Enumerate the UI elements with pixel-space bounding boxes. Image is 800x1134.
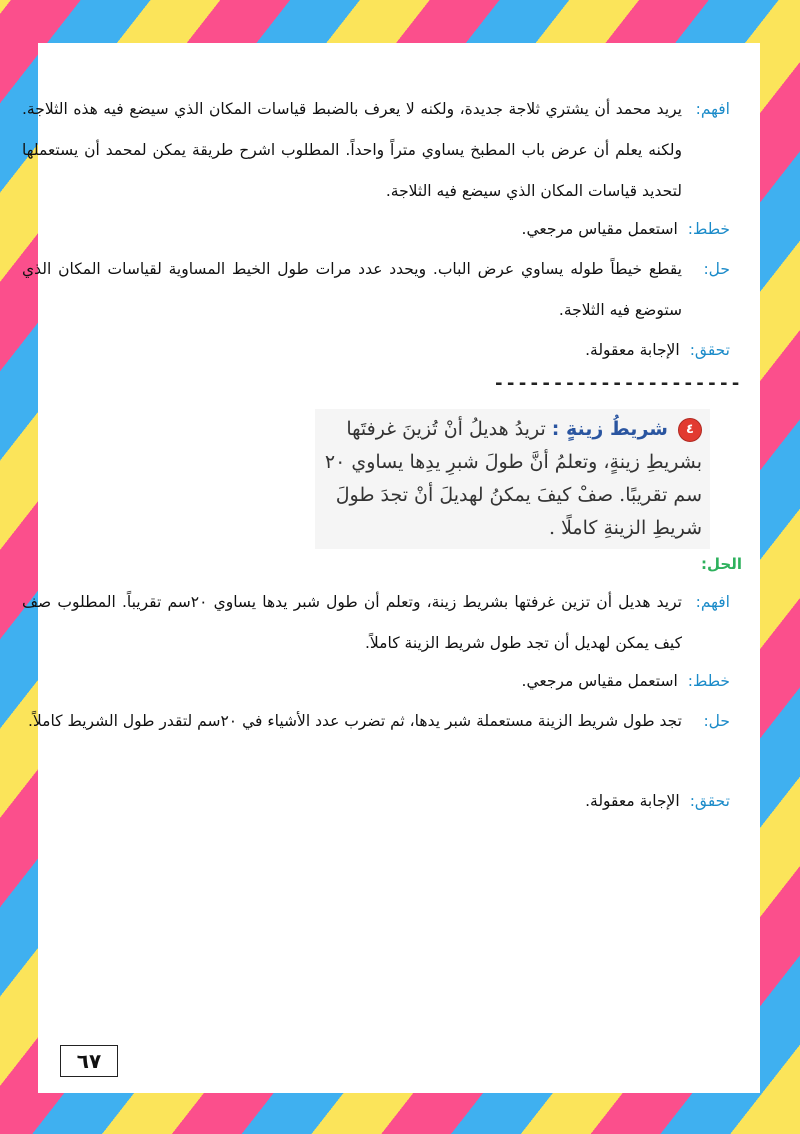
ex1-solve [22,249,730,331]
solve-label: حل: [703,260,730,278]
understand-label: افهم: [695,100,730,118]
plan-label: خطط: [687,220,730,238]
page [22,43,760,1093]
ex2-check [70,781,730,822]
solution-label: الحل: [701,555,742,573]
solve-text: تجد طول شريط الزينة مستعملة شبر يدها، ثم تضرب عدد الأشياء في ٢٠سم لتقدر طول الشريط كاملاً. [27,712,682,730]
divider: --------------------- [493,373,742,394]
problem-number-badge: ٤ [678,418,702,442]
check-text: الإجابة معقولة. [585,792,680,810]
ex1-understand [22,89,730,212]
solve-label: حل: [703,712,730,730]
check-text: الإجابة معقولة. [585,341,680,359]
problem-title: شريطُ زينةٍ : [551,418,668,440]
plan-text: استعمل مقياس مرجعي. [521,220,678,238]
plan-text: استعمل مقياس مرجعي. [521,672,678,690]
understand-label: افهم: [695,593,730,611]
problem-box [315,409,710,549]
page-number: ٦٧ [60,1045,118,1077]
ex2-understand [22,582,730,664]
solve-text: يقطع خيطاً طوله يساوي عرض الباب. ويحدد عدد مرات طول الخيط المساوية لقياسات المكان الذي ستوضع فيه الثلاجة. [22,260,682,319]
ex2-solve [22,701,730,742]
problem-text: تريدُ هديلُ أنْ تُزينَ غرفتَها بشريطِ زينةٍ، وتعلمُ أنَّ طولَ شبرِ يدِها يساوي ٢٠ سم تقريبًا. صفْ كيفَ يمكنُ لهديلَ أنْ تجدَ طولَ شريطِ الزينةِ كاملًا . [324,418,702,539]
understand-text: تريد هديل أن تزين غرفتها بشريط زينة، وتعلم أن طول شبر يدها يساوي ٢٠سم تقريباً. المطلوب صف كيف يمكن لهديل أن تجد طول شريط الزينة كاملاً. [22,593,682,652]
ex1-check [70,330,730,371]
ex2-plan [70,661,730,702]
check-label: تحقق: [689,792,730,810]
check-label: تحقق: [689,341,730,359]
ex1-plan [70,209,730,250]
plan-label: خطط: [687,672,730,690]
understand-text: يريد محمد أن يشتري ثلاجة جديدة، ولكنه لا يعرف بالضبط قياسات المكان الذي سيضع فيه هذه الثلاجة. ولكنه يعلم أن عرض باب المطبخ يساوي متراً واحداً. المطلوب اشرح طريقة يمكن لمحمد أن يستعملها لتحديد قياسات المكان الذي سيضع فيه الثلاجة. [22,100,682,200]
